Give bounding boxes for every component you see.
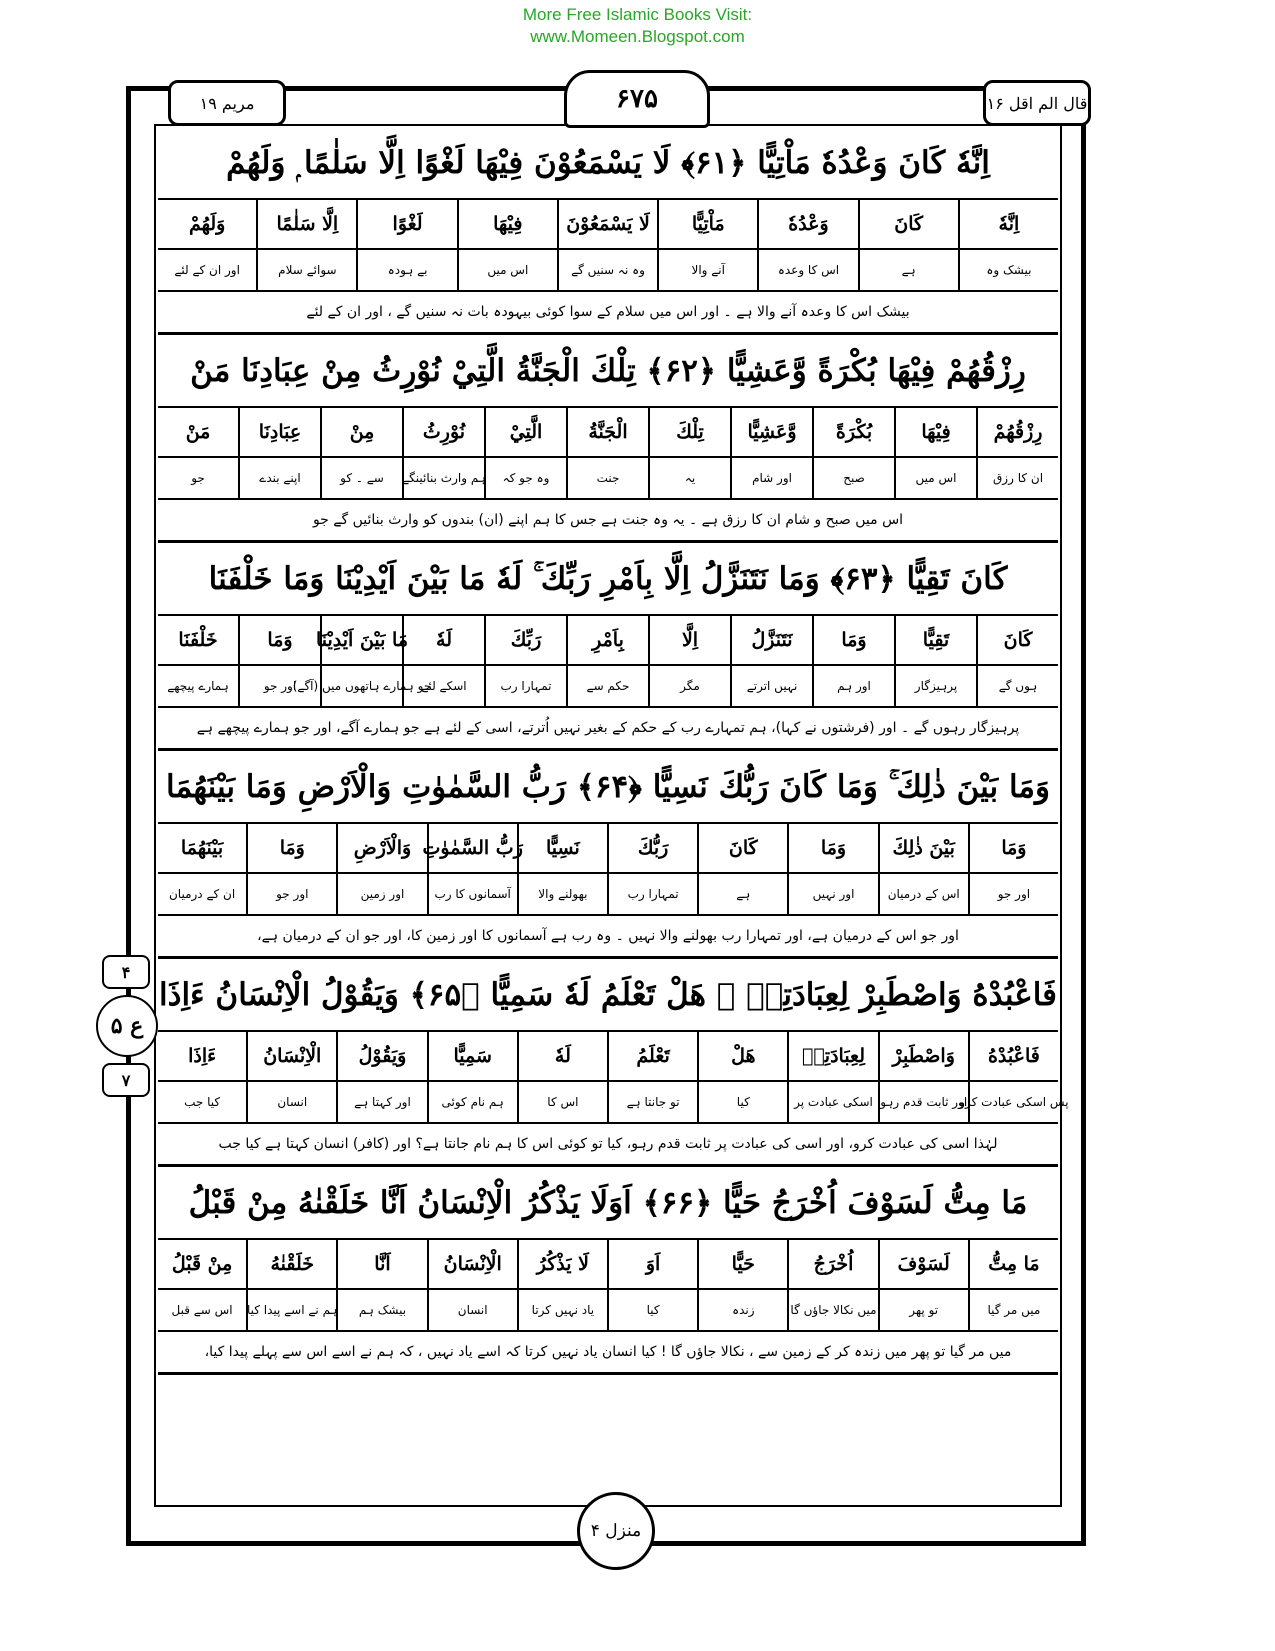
word-meaning: ہمارے پیچھے bbox=[167, 679, 229, 693]
arabic-word: كَانَ bbox=[860, 200, 958, 250]
word-cell bbox=[158, 200, 256, 290]
word-meaning: مگر bbox=[680, 679, 700, 693]
word-meaning: اور جو bbox=[263, 679, 297, 693]
urdu-translation-line: لہٰذا اسی کی عبادت کرو، اور اسی کی عبادت پر ثابت قدم رہو، کیا تو کوئی اس کا ہم نام جانتا ہے؟ اور (کافر) انسان کہتا ہے کیا جب bbox=[158, 1124, 1058, 1167]
word-cell bbox=[517, 1240, 607, 1330]
arabic-word: هَلْ bbox=[699, 1032, 787, 1082]
arabic-word: عِبَادِنَا bbox=[240, 408, 320, 458]
word-meaning: سوائے سلام bbox=[278, 263, 337, 277]
arabic-word: مَا بَيْنَ اَيْدِيْنَا bbox=[322, 616, 402, 666]
arabic-word: بَيْنَهُمَا bbox=[158, 824, 246, 874]
word-meaning: حکم سے bbox=[586, 679, 630, 693]
arabic-word: اَنَّا bbox=[338, 1240, 426, 1290]
word-cell bbox=[158, 408, 238, 498]
word-cell bbox=[878, 824, 968, 914]
word-cell bbox=[356, 200, 456, 290]
urdu-translation-line: پرہیزگار رہوں گے ۔ اور (فرشتوں نے کہا)، ہم تمہارے رب کے حکم کے بغیر نہیں اُترتے، اسی کے لئے ہے جو ہمارے آگے، اور جو ہمارے پیچھے ہے bbox=[158, 708, 1058, 751]
word-meaning: پس اسکی عبادت کرو bbox=[959, 1095, 1069, 1109]
arabic-word: بُكْرَةً bbox=[814, 408, 894, 458]
word-meaning: تو جانتا ہے bbox=[626, 1095, 680, 1109]
word-meaning: پرہیزگار bbox=[914, 679, 958, 693]
word-meaning: تمہارا رب bbox=[500, 679, 552, 693]
arabic-verse-line: اِنَّهٗ كَانَ وَعْدُهٗ مَاْتِيًّا ﴿۶۱﴾ لَا يَسْمَعُوْنَ فِيْهَا لَغْوًا اِلَّا سَلٰمًا ۭ وَلَهُمْ bbox=[158, 128, 1058, 200]
arabic-word: فِيْهَا bbox=[459, 200, 557, 250]
arabic-word: نُوْرِثُ bbox=[404, 408, 484, 458]
word-meaning: اور ہم bbox=[837, 679, 871, 693]
arabic-word: فَاعْبُدْهُ bbox=[970, 1032, 1058, 1082]
arabic-word: لَهٗ bbox=[404, 616, 484, 666]
word-meaning: اور شام bbox=[752, 471, 792, 485]
word-cell bbox=[427, 1240, 517, 1330]
word-meaning: اپنے بندے bbox=[259, 471, 301, 485]
word-meaning: ان کے درمیان bbox=[168, 887, 236, 901]
arabic-word: رَبِّكَ bbox=[486, 616, 566, 666]
arabic-word: وَمَا bbox=[789, 824, 877, 874]
arabic-word: ءَاِذَا bbox=[158, 1032, 246, 1082]
word-cell bbox=[730, 408, 812, 498]
word-meaning: ہم نے اسے پیدا کیا bbox=[246, 1303, 338, 1317]
word-meaning: زندہ bbox=[732, 1303, 755, 1317]
word-meaning: کیا bbox=[736, 1095, 750, 1109]
arabic-verse-line: مَا مِتُّ لَسَوْفَ اُخْرَجُ حَيًّا ﴿۶۶﴾ اَوَلَا يَذْكُرُ الْاِنْسَانُ اَنَّا خَلَقْنٰهُ مِنْ قَبْلُ bbox=[158, 1168, 1058, 1240]
word-cell bbox=[787, 1032, 877, 1122]
arabic-word: مِنْ bbox=[322, 408, 402, 458]
word-cell bbox=[607, 1240, 697, 1330]
word-cell bbox=[968, 1240, 1058, 1330]
word-meaning: جو ہمارے ہاتھوں میں (آگے) bbox=[292, 679, 432, 693]
word-by-word-grid bbox=[158, 200, 1058, 292]
word-cell bbox=[697, 1032, 787, 1122]
para-label: قال الم اقل ۱۶ bbox=[983, 80, 1091, 126]
word-meaning: اور جو bbox=[276, 887, 309, 901]
arabic-word: لَا يَذْكُرُ bbox=[519, 1240, 607, 1290]
word-cell bbox=[457, 200, 557, 290]
word-by-word-grid bbox=[158, 616, 1058, 708]
arabic-word: اِنَّهٗ bbox=[960, 200, 1058, 250]
word-cell bbox=[484, 616, 566, 706]
word-cell bbox=[894, 616, 976, 706]
ruku-top-number: ۴ bbox=[102, 955, 150, 989]
word-cell bbox=[657, 200, 757, 290]
arabic-word: كَانَ bbox=[699, 824, 787, 874]
word-cell bbox=[976, 408, 1058, 498]
word-meaning: ہے bbox=[736, 887, 751, 901]
verse-block bbox=[158, 544, 1058, 751]
word-meaning: وہ نہ سنیں گے bbox=[571, 263, 645, 277]
promo-line-1: More Free Islamic Books Visit: bbox=[522, 5, 753, 24]
word-meaning: اس میں bbox=[915, 471, 957, 485]
arabic-word: تَعْلَمُ bbox=[609, 1032, 697, 1082]
word-meaning: بیشک وہ bbox=[986, 263, 1032, 277]
word-cell bbox=[697, 1240, 787, 1330]
word-cell bbox=[878, 1032, 968, 1122]
arabic-word: بِاَمْرِ bbox=[568, 616, 648, 666]
word-meaning: یہ bbox=[684, 471, 696, 485]
arabic-word: رِزْقُهُمْ bbox=[978, 408, 1058, 458]
word-meaning: ہے bbox=[901, 263, 916, 277]
word-cell bbox=[256, 200, 356, 290]
word-meaning: میں مر گیا bbox=[987, 1303, 1041, 1317]
arabic-word: تَقِيًّا bbox=[896, 616, 976, 666]
arabic-word: سَمِيًّا bbox=[429, 1032, 517, 1082]
word-cell bbox=[858, 200, 958, 290]
word-meaning: آنے والا bbox=[691, 263, 725, 277]
arabic-word: وَلَهُمْ bbox=[158, 200, 256, 250]
urdu-translation-line: میں مر گیا تو پھر میں زندہ کر کے زمین سے ، نکالا جاؤں گا ! کیا انسان یاد نہیں کرتا کہ اسے یاد نہیں ، کہ ہم نے اسے اس سے پہلے پیدا کیا، bbox=[158, 1332, 1058, 1375]
word-cell bbox=[158, 1240, 246, 1330]
word-meaning: سے ۔ کو bbox=[340, 471, 384, 485]
word-cell bbox=[517, 824, 607, 914]
promo-link[interactable]: www.Momeen.Blogspot.com bbox=[530, 27, 745, 46]
word-cell bbox=[158, 824, 246, 914]
arabic-word: نَتَنَزَّلُ bbox=[732, 616, 812, 666]
word-cell bbox=[878, 1240, 968, 1330]
word-cell bbox=[787, 824, 877, 914]
arabic-word: مَنْ bbox=[158, 408, 238, 458]
word-cell bbox=[787, 1240, 877, 1330]
word-cell bbox=[246, 1032, 336, 1122]
word-meaning: اسکے لئے bbox=[421, 679, 467, 693]
arabic-word: الْاِنْسَانُ bbox=[248, 1032, 336, 1082]
word-meaning: تو پھر bbox=[909, 1303, 939, 1317]
word-cell bbox=[336, 824, 426, 914]
arabic-word: وَعْدُهٗ bbox=[759, 200, 857, 250]
word-meaning: بیشک ہم bbox=[358, 1303, 407, 1317]
urdu-translation-line: اس میں صبح و شام ان کا رزق ہے ۔ یہ وہ جنت ہے جس کا ہم اپنے (ان) بندوں کو وارث بنائیں گے جو bbox=[158, 500, 1058, 543]
arabic-verse-line: وَمَا بَيْنَ ذٰلِكَ ۚ وَمَا كَانَ رَبُّكَ نَسِيًّا ﴿۶۴﴾ رَبُّ السَّمٰوٰتِ وَالْاَرْضِ وَمَا بَيْنَهُمَا bbox=[158, 752, 1058, 824]
word-cell bbox=[730, 616, 812, 706]
word-meaning: جنت bbox=[596, 471, 620, 485]
word-meaning: اس کے درمیان bbox=[887, 887, 960, 901]
word-meaning: اور ان کے لئے bbox=[174, 263, 240, 277]
page-number: ۶۷۵ bbox=[564, 70, 710, 128]
arabic-word: خَلْفَنَا bbox=[158, 616, 238, 666]
word-meaning: اور نہیں bbox=[812, 887, 855, 901]
arabic-word: مَا مِتُّ bbox=[970, 1240, 1058, 1290]
word-meaning: یاد نہیں کرتا bbox=[531, 1303, 595, 1317]
word-meaning: ہوں گے bbox=[998, 679, 1038, 693]
word-cell bbox=[566, 408, 648, 498]
verse-block bbox=[158, 1168, 1058, 1375]
word-meaning: اس کا وعدہ bbox=[777, 263, 840, 277]
word-cell bbox=[812, 408, 894, 498]
word-cell bbox=[557, 200, 657, 290]
arabic-word: وَّعَشِيًّا bbox=[732, 408, 812, 458]
word-meaning: اس میں bbox=[487, 263, 529, 277]
arabic-verse-line: كَانَ تَقِيًّا ﴿۶۳﴾ وَمَا نَتَنَزَّلُ اِلَّا بِاَمْرِ رَبِّكَ ۚ لَهٗ مَا بَيْنَ اَيْدِيْنَا وَمَا خَلْفَنَا bbox=[158, 544, 1058, 616]
arabic-word: كَانَ bbox=[978, 616, 1058, 666]
arabic-word: لِعِبَادَتِهٖ bbox=[789, 1032, 877, 1082]
word-meaning: اور جو bbox=[997, 887, 1031, 901]
manzil-marker: منزل ۴ bbox=[577, 1492, 655, 1570]
word-cell bbox=[427, 1032, 517, 1122]
arabic-word: لَغْوًا bbox=[358, 200, 456, 250]
arabic-word: اُخْرَجُ bbox=[789, 1240, 877, 1290]
arabic-word: مَاْتِيًّا bbox=[659, 200, 757, 250]
word-by-word-grid bbox=[158, 1240, 1058, 1332]
word-cell bbox=[566, 616, 648, 706]
word-meaning: آسمانوں کا رب bbox=[434, 887, 511, 901]
arabic-word: اَوَ bbox=[609, 1240, 697, 1290]
arabic-word: الْاِنْسَانُ bbox=[429, 1240, 517, 1290]
surah-label: مریم ۱۹ bbox=[168, 80, 286, 126]
urdu-translation-line: بیشک اس کا وعدہ آنے والا ہے ۔ اور اس میں سلام کے سوا کوئی بیہودہ بات نہ سنیں گے ، اور ان کے لئے bbox=[158, 292, 1058, 335]
word-cell bbox=[158, 1032, 246, 1122]
arabic-word: اِلَّا سَلٰمًا bbox=[258, 200, 356, 250]
word-cell bbox=[812, 616, 894, 706]
word-cell bbox=[336, 1240, 426, 1330]
word-cell bbox=[402, 408, 484, 498]
word-meaning: ان کا رزق bbox=[992, 471, 1044, 485]
word-cell bbox=[959, 1032, 1069, 1122]
arabic-word: وَمَا bbox=[970, 824, 1058, 874]
word-cell bbox=[976, 616, 1058, 706]
arabic-word: الْجَنَّةُ bbox=[568, 408, 648, 458]
word-meaning: کیا bbox=[646, 1303, 660, 1317]
word-meaning: میں نکالا جاؤں گا bbox=[790, 1303, 877, 1317]
word-cell bbox=[607, 1032, 697, 1122]
arabic-word: لَا يَسْمَعُوْنَ bbox=[559, 200, 657, 250]
word-cell bbox=[422, 824, 523, 914]
word-meaning: نہیں اترتے bbox=[746, 679, 798, 693]
arabic-word: خَلَقْنٰهُ bbox=[248, 1240, 336, 1290]
arabic-word: لَهٗ bbox=[519, 1032, 607, 1082]
arabic-word: وَمَا bbox=[248, 824, 336, 874]
word-meaning: وہ جو کہ bbox=[502, 471, 550, 485]
arabic-word: الَّتِيْ bbox=[486, 408, 566, 458]
word-meaning: انسان bbox=[277, 1095, 308, 1109]
ruku-marker bbox=[96, 955, 156, 1097]
verse-block bbox=[158, 752, 1058, 959]
word-cell bbox=[757, 200, 857, 290]
ruku-bottom-number: ۷ bbox=[102, 1063, 150, 1097]
arabic-word: رَبُّكَ bbox=[609, 824, 697, 874]
arabic-word: تِلْكَ bbox=[650, 408, 730, 458]
arabic-word: وَيَقُوْلُ bbox=[338, 1032, 426, 1082]
word-meaning: انسان bbox=[457, 1303, 488, 1317]
word-cell bbox=[607, 824, 697, 914]
word-cell bbox=[292, 616, 432, 706]
verse-block bbox=[158, 128, 1058, 335]
word-cell bbox=[894, 408, 976, 498]
word-cell bbox=[517, 1032, 607, 1122]
word-cell bbox=[958, 200, 1058, 290]
word-meaning: اس سے قبل bbox=[171, 1303, 233, 1317]
arabic-word: نَسِيًّا bbox=[519, 824, 607, 874]
word-by-word-grid bbox=[158, 824, 1058, 916]
arabic-word: مِنْ قَبْلُ bbox=[158, 1240, 246, 1290]
word-by-word-grid bbox=[158, 408, 1058, 500]
word-cell bbox=[320, 408, 402, 498]
word-cell bbox=[648, 616, 730, 706]
word-meaning: اس کا bbox=[547, 1095, 579, 1109]
word-meaning: ہم نام کوئی bbox=[441, 1095, 504, 1109]
arabic-verse-line: رِزْقُهُمْ فِيْهَا بُكْرَةً وَّعَشِيًّا ﴿۶۲﴾ تِلْكَ الْجَنَّةُ الَّتِيْ نُوْرِثُ مِنْ عِبَادِنَا مَنْ bbox=[158, 336, 1058, 408]
arabic-word: وَمَا bbox=[240, 616, 320, 666]
arabic-verse-line: فَاعْبُدْهُ وَاصْطَبِرْ لِعِبَادَتِهٖ ۭ هَلْ تَعْلَمُ لَهٗ سَمِيًّا ﴿۶۵﴾ وَيَقُوْلُ الْاِنْسَانُ ءَاِذَا bbox=[158, 960, 1058, 1032]
word-cell bbox=[484, 408, 566, 498]
verse-block bbox=[158, 960, 1069, 1167]
urdu-translation-line: اور جو اس کے درمیان ہے، اور تمہارا رب بھولنے والا نہیں ۔ وہ رب ہے آسمانوں کا اور زمین کا، اور جو ان کے درمیان ہے، bbox=[158, 916, 1058, 959]
word-meaning: اور زمین bbox=[360, 887, 405, 901]
arabic-word: اِلَّا bbox=[650, 616, 730, 666]
word-cell bbox=[968, 824, 1058, 914]
arabic-word: حَيًّا bbox=[699, 1240, 787, 1290]
word-meaning: صبح bbox=[843, 471, 865, 485]
word-cell bbox=[336, 1032, 426, 1122]
word-by-word-grid bbox=[158, 1032, 1069, 1124]
arabic-word: لَسَوْفَ bbox=[880, 1240, 968, 1290]
word-meaning: تمہارا رب bbox=[627, 887, 679, 901]
word-meaning: بے ہودہ bbox=[387, 263, 428, 277]
word-meaning: اسکی عبادت پر bbox=[794, 1095, 873, 1109]
word-cell bbox=[238, 408, 320, 498]
arabic-word: وَاصْطَبِرْ bbox=[880, 1032, 968, 1082]
arabic-word: بَيْنَ ذٰلِكَ bbox=[880, 824, 968, 874]
word-cell bbox=[402, 616, 484, 706]
arabic-word: وَالْاَرْضِ bbox=[338, 824, 426, 874]
verse-block bbox=[158, 336, 1058, 543]
word-cell bbox=[697, 824, 787, 914]
arabic-word: فِيْهَا bbox=[896, 408, 976, 458]
word-cell bbox=[246, 824, 336, 914]
word-cell bbox=[648, 408, 730, 498]
word-meaning: ہم وارث بنائینگے bbox=[402, 471, 486, 485]
word-meaning: اور کہتا ہے bbox=[354, 1095, 411, 1109]
arabic-word: رَبُّ السَّمٰوٰتِ bbox=[429, 824, 517, 874]
ruku-sign: ع ۵ bbox=[96, 995, 158, 1057]
word-meaning: کیا جب bbox=[184, 1095, 221, 1109]
word-meaning: جو bbox=[191, 471, 205, 485]
word-meaning: اور ثابت قدم رہو bbox=[880, 1095, 968, 1109]
word-cell bbox=[246, 1240, 336, 1330]
arabic-word: وَمَا bbox=[814, 616, 894, 666]
word-cell bbox=[158, 616, 238, 706]
word-meaning: بھولنے والا bbox=[538, 887, 588, 901]
